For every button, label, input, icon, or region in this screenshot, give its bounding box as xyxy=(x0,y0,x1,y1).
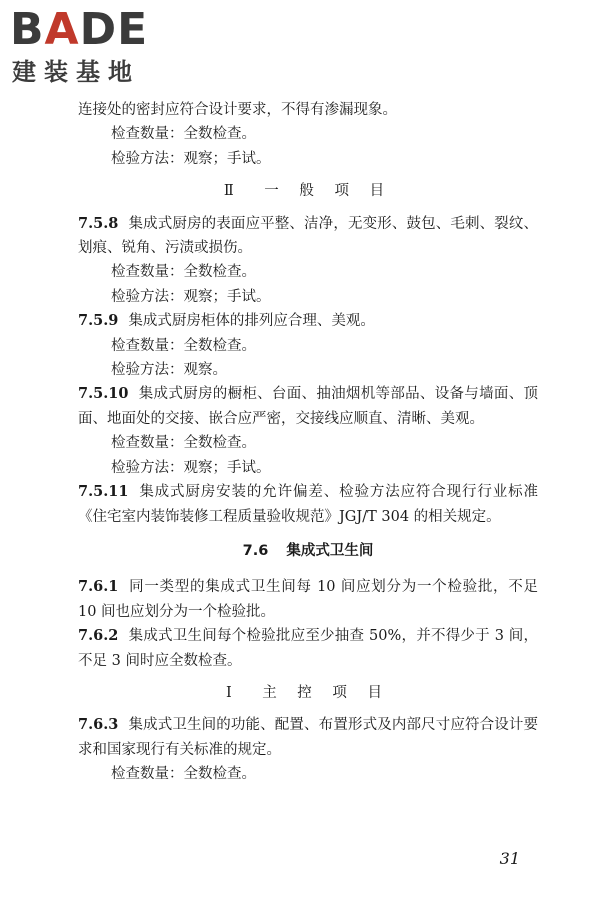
section-number: 7.6 xyxy=(242,542,269,559)
clause-number: 7.6.2 xyxy=(78,627,119,645)
clause-7-6-1 xyxy=(78,575,538,624)
page-number: 31 xyxy=(499,849,520,868)
inspection-method: 检验方法：观察；手试。 xyxy=(111,150,271,167)
clause-number: 7.5.10 xyxy=(78,385,129,403)
clause-7-6-3 xyxy=(78,713,538,762)
clause-text: 集成式厨房的表面应平整、洁净，无变形、鼓包、毛刺、裂纹、划痕、锐角、污渍或损伤。 xyxy=(78,215,538,257)
inspection-quantity: 检查数量：全数检查。 xyxy=(111,126,256,143)
logo-tagline: 建装基地 xyxy=(12,58,140,86)
inspection-method: 检验方法：观察；手试。 xyxy=(111,288,271,305)
bade-logo xyxy=(10,4,175,88)
section-name: 集成式卫生间 xyxy=(286,542,374,559)
document-body xyxy=(78,98,538,787)
clause-number: 7.6.1 xyxy=(78,578,119,596)
paragraph: 连接处的密封应符合设计要求，不得有渗漏现象。 xyxy=(78,102,397,118)
clause-7-5-9 xyxy=(78,309,538,333)
section-title xyxy=(78,539,538,563)
clause-number: 7.6.3 xyxy=(78,716,119,734)
clause-text: 集成式厨房的橱柜、台面、抽油烟机等部品、设备与墙面、顶面、地面处的交接、嵌合应严密，交接线应顺直、清晰、美观。 xyxy=(78,386,538,427)
inspection-quantity: 检查数量：全数检查。 xyxy=(111,264,256,281)
clause-text: 集成式卫生间的功能、配置、布置形式及内部尺寸应符合设计要求和国家现行有关标准的规定。 xyxy=(78,717,538,758)
clause-text: 集成式卫生间每个检验批应至少抽查 50%，并不得少于 3 间，不足 3 间时应全数检查。 xyxy=(78,628,538,669)
clause-text: 集成式厨房柜体的排列应合理、美观。 xyxy=(128,313,375,330)
inspection-method: 检验方法：观察；手试。 xyxy=(111,459,271,476)
clause-number: 7.5.11 xyxy=(78,483,129,501)
clause-number: 7.5.9 xyxy=(78,312,119,330)
subsection-heading: Ⅱ 一 般 项 目 xyxy=(223,183,393,200)
clause-text: 集成式厨房安装的允许偏差、检验方法应符合现行行业标准《住宅室内装饰装修工程质量验收规范》JGJ/T 304 的相关规定。 xyxy=(78,484,538,525)
subsection-heading: Ⅰ 主 控 项 目 xyxy=(225,684,391,701)
clause-text: 同一类型的集成式卫生间每 10 间应划分为一个检验批，不足 10 间也应划分为一个检验批。 xyxy=(78,579,538,620)
clause-7-5-8 xyxy=(78,212,538,261)
clause-7-5-10 xyxy=(78,382,538,431)
inspection-quantity: 检查数量：全数检查。 xyxy=(111,766,256,783)
logo-wordmark: BADE xyxy=(10,4,149,55)
inspection-quantity: 检查数量：全数检查。 xyxy=(111,435,256,452)
clause-7-5-11 xyxy=(78,480,538,529)
inspection-quantity: 检查数量：全数检查。 xyxy=(111,337,256,354)
clause-number: 7.5.8 xyxy=(78,214,119,232)
clause-7-6-2 xyxy=(78,624,538,673)
inspection-method: 检验方法：观察。 xyxy=(111,362,227,379)
